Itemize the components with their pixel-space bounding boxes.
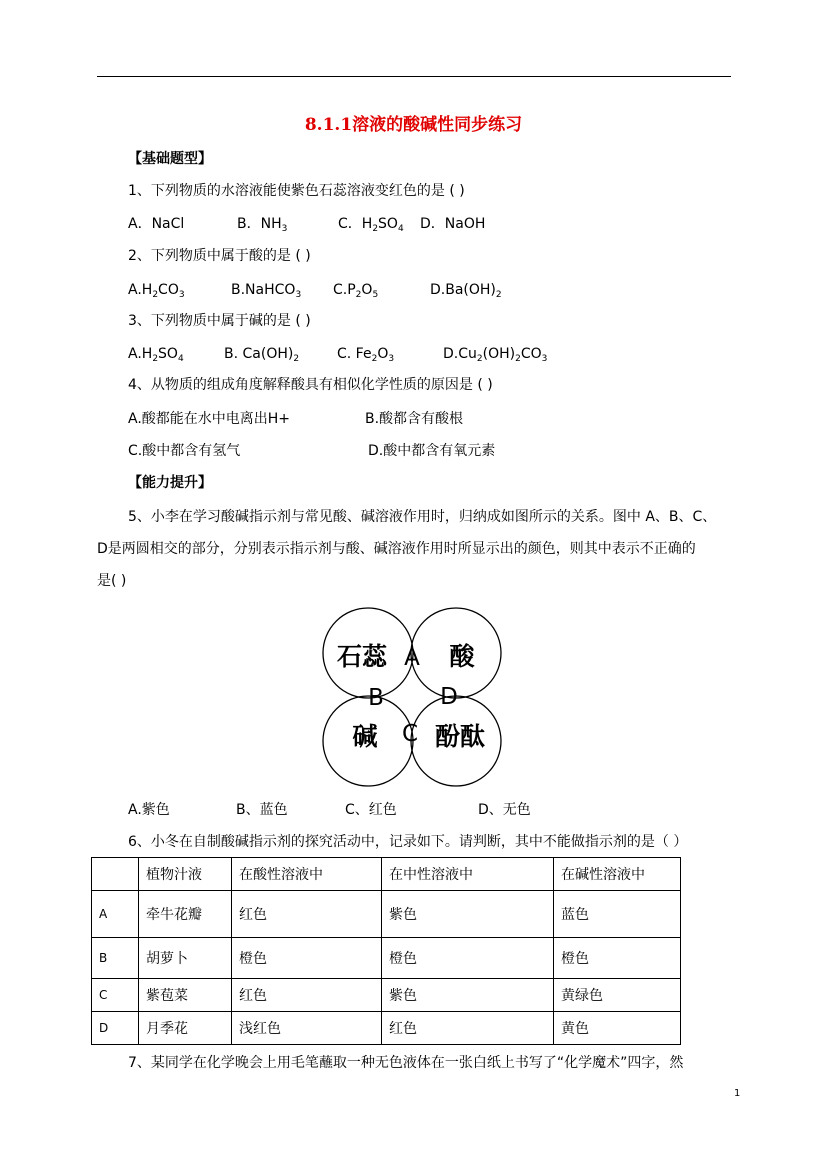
table-header-cell: 植物汁液 — [139, 858, 232, 891]
table-cell: 紫苞菜 — [139, 979, 232, 1012]
q1-option-d: D．NaOH — [420, 216, 486, 232]
table-cell: 牵牛花瓣 — [139, 891, 232, 938]
table-cell: 橙色 — [554, 938, 681, 979]
table-cell: 紫色 — [382, 891, 554, 938]
table-cell: 黄绿色 — [554, 979, 681, 1012]
venn-diagram — [322, 607, 502, 787]
table-cell: 紫色 — [382, 979, 554, 1012]
q4-option-c: C.酸中都含有氢气 — [128, 443, 241, 459]
q5-line-3: 是( ) — [97, 573, 127, 589]
page-title: 8.1.1溶液的酸碱性同步练习 — [304, 115, 523, 135]
q3-stem: 3、下列物质中属于碱的是 ( ) — [128, 313, 311, 329]
q4-stem: 4、从物质的组成角度解释酸具有相似化学性质的原因是 ( ) — [128, 377, 493, 393]
q3-option-b: B. $Ca(OH)_2$ — [224, 346, 300, 364]
q5-option-a: A.紫色 — [128, 802, 170, 818]
table-row — [92, 891, 681, 938]
table-row — [92, 1012, 681, 1045]
table-cell: A — [92, 891, 139, 938]
q6-stem: 6、小冬在自制酸碱指示剂的探究活动中，记录如下。请判断，其中不能做指示剂的是（ ） — [128, 834, 688, 850]
q2-stem: 2、下列物质中属于酸的是 ( ) — [128, 248, 311, 264]
q4-option-a: A.酸都能在水中电离出H+ — [128, 411, 291, 427]
header-rule — [97, 76, 731, 77]
venn-label-a: A — [404, 645, 420, 671]
table-cell: 橙色 — [382, 938, 554, 979]
table-cell: B — [92, 938, 139, 979]
q3-option-a: $A.H_2SO_4$ — [128, 346, 184, 364]
q4-option-d: D.酸中都含有氧元素 — [368, 443, 496, 459]
venn-label-phenol: 酚酞 — [434, 722, 486, 751]
table-header-cell: 在中性溶液中 — [382, 858, 554, 891]
q2-option-b: B.NaHCO$_3$ — [231, 282, 302, 300]
q5-option-c: C、红色 — [345, 802, 397, 818]
venn-label-d: D — [440, 684, 458, 710]
q2-option-a: $A.H_2CO_3$ — [128, 282, 185, 300]
venn-label-base: 碱 — [352, 722, 378, 751]
q2-option-d: $D.Ba(OH)_2$ — [430, 282, 502, 300]
q1-option-c: C．$H_2SO_4$ — [338, 216, 404, 234]
table-cell: 蓝色 — [554, 891, 681, 938]
q5-option-d: D、无色 — [478, 802, 531, 818]
q5-line-1: 5、小李在学习酸碱指示剂与常见酸、碱溶液作用时，归纳成如图所示的关系。图中 A、B、C、 — [128, 509, 717, 525]
table-header-cell — [92, 858, 139, 891]
q5-option-b: B、蓝色 — [236, 802, 288, 818]
table-row — [92, 979, 681, 1012]
q3-option-d: $D.Cu_2(OH)_2CO_3$ — [443, 346, 548, 364]
section-advanced: 【能力提升】 — [128, 475, 212, 491]
q3-option-c: C. $Fe_2O_3$ — [337, 346, 395, 364]
table-cell: 浅红色 — [232, 1012, 382, 1045]
table-cell: 胡萝卜 — [139, 938, 232, 979]
q5-line-2: D是两圆相交的部分，分别表示指示剂与酸、碱溶液作用时所显示出的颜色，则其中表示不正确的 — [97, 541, 696, 557]
table-header-cell: 在碱性溶液中 — [554, 858, 681, 891]
section-basic: 【基础题型】 — [128, 151, 212, 167]
q4-option-b: B.酸都含有酸根 — [365, 411, 464, 427]
venn-label-litmus: 石蕊 — [336, 642, 388, 671]
table-row — [92, 938, 681, 979]
table-header-cell: 在酸性溶液中 — [232, 858, 382, 891]
page-number: 1 — [734, 1088, 741, 1099]
table-cell: 橙色 — [232, 938, 382, 979]
table-cell: 黄色 — [554, 1012, 681, 1045]
venn-label-b: B — [368, 685, 384, 711]
venn-label-c: C — [401, 721, 419, 747]
q1-option-a: A．NaCl — [128, 216, 185, 232]
table-cell: 月季花 — [139, 1012, 232, 1045]
table-cell: D — [92, 1012, 139, 1045]
table-header-row — [92, 858, 681, 891]
table-cell: 红色 — [232, 979, 382, 1012]
indicator-table — [91, 857, 681, 1045]
table-cell: 红色 — [382, 1012, 554, 1045]
venn-label-acid: 酸 — [449, 642, 475, 671]
table-cell: 红色 — [232, 891, 382, 938]
q7-stem: 7、某同学在化学晚会上用毛笔蘸取一种无色液体在一张白纸上书写了“化学魔术”四字，然 — [128, 1055, 684, 1071]
table-cell: C — [92, 979, 139, 1012]
q2-option-c: $C.P_2O_5$ — [333, 282, 379, 300]
q1-option-b: B．$NH_3$ — [237, 216, 288, 234]
q1-stem: 1、下列物质的水溶液能使紫色石蕊溶液变红色的是 ( ) — [128, 183, 465, 199]
